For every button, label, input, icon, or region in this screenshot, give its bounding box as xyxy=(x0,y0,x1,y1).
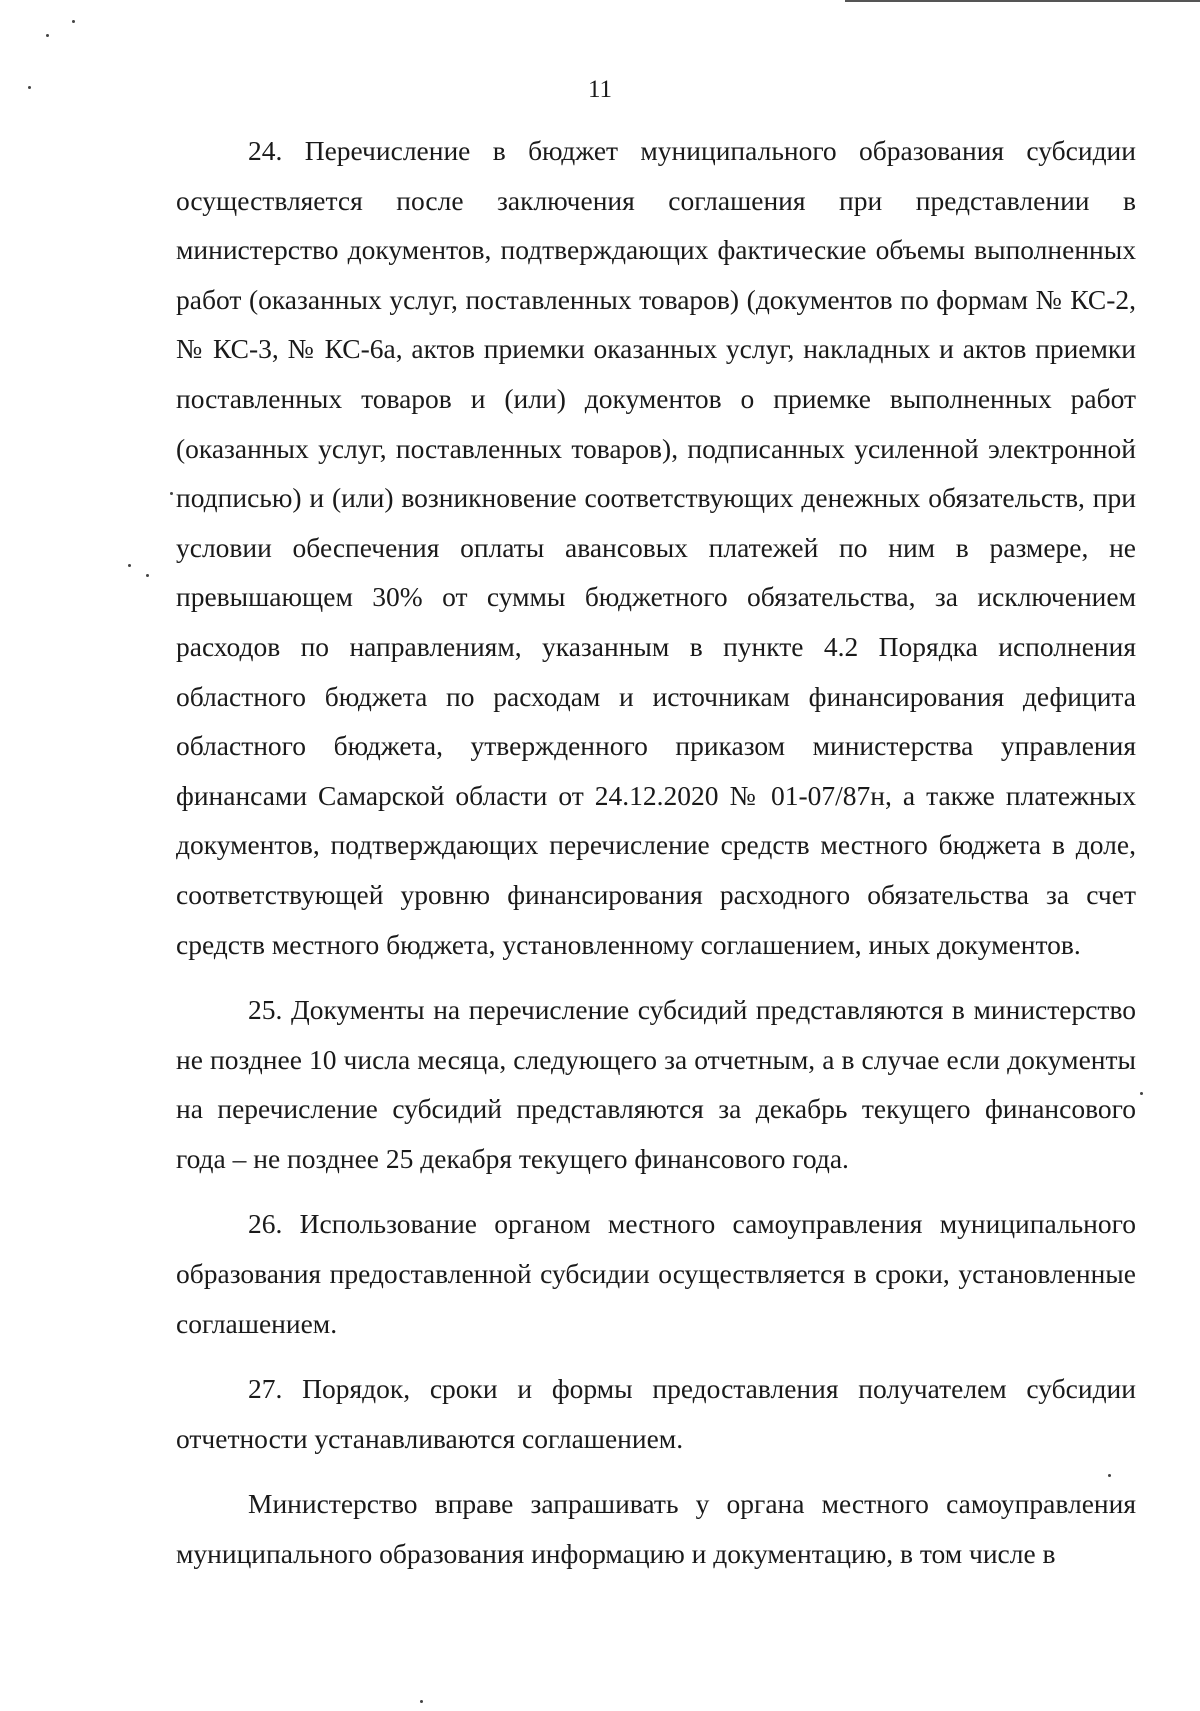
scan-speck xyxy=(420,1700,423,1703)
paragraph-27: 27. Порядок, сроки и формы предоставления получателем субсидии отчетности устанавливаются соглашением. xyxy=(176,1373,1136,1454)
page-number: 11 xyxy=(587,76,613,103)
paragraph-ministry-rights: Министерство вправе запрашивать у органа местного самоуправления муниципального образования информацию и документацию, в том числе в xyxy=(176,1488,1136,1570)
scan-speck xyxy=(1108,1474,1111,1477)
scan-speck xyxy=(128,564,131,567)
scan-speck xyxy=(170,492,173,495)
scan-speck xyxy=(28,86,31,89)
scan-speck xyxy=(46,34,49,37)
scan-speck xyxy=(72,20,75,23)
paragraph-26: 26. Использование органом местного самоуправления муниципального образования предоставленной субсидии осуществляется в сроки, установленные соглашением. xyxy=(176,1208,1136,1339)
paragraph-24: 24. Перечисление в бюджет муниципального образования субсидии осуществляется после заключения соглашения при представлении в министерство документов, подтверждающих фактические объемы выполненных работ (оказанных услуг, поставленных товаров) (документов по формам № КС-2, № КС-3, № КС-6а, актов приемки оказанных услуг, накладных и актов приемки поставленных товаров и (или) документов о приемке выполненных работ (оказанных услуг, поставленных товаров), подписанных усиленной электронной подписью) и (или) возникновение соответствующих денежных обязательств, при условии обеспечения оплаты авансовых платежей по ним в размере, не превышающем 30% от суммы бюджетного обязательства, за исключением расходов по направлениям, указанным в пункте 4.2 Порядка исполнения областного бюджета по расходам и источникам финансирования дефицита областного бюджета, утвержденного приказом министерства управления финансами Самарской области от 24.12.2020 № 01-07/87н, а также платежных документов, подтверждающих перечисление средств местного бюджета в доле, соответствующей уровню финансирования расходного обязательства за счет средств местного бюджета, установленному соглашением, иных документов. xyxy=(176,135,1136,960)
scan-speck xyxy=(1140,1092,1143,1095)
scan-edge-line xyxy=(845,0,1200,2)
document-body xyxy=(176,126,1136,1579)
paragraph-25: 25. Документы на перечисление субсидий представляются в министерство не позднее 10 числа месяца, следующего за отчетным, а в случае если документы на перечисление субсидий представляются за декабрь текущего финансового года – не позднее 25 декабря текущего финансового года. xyxy=(176,994,1136,1174)
scan-speck xyxy=(146,574,149,577)
